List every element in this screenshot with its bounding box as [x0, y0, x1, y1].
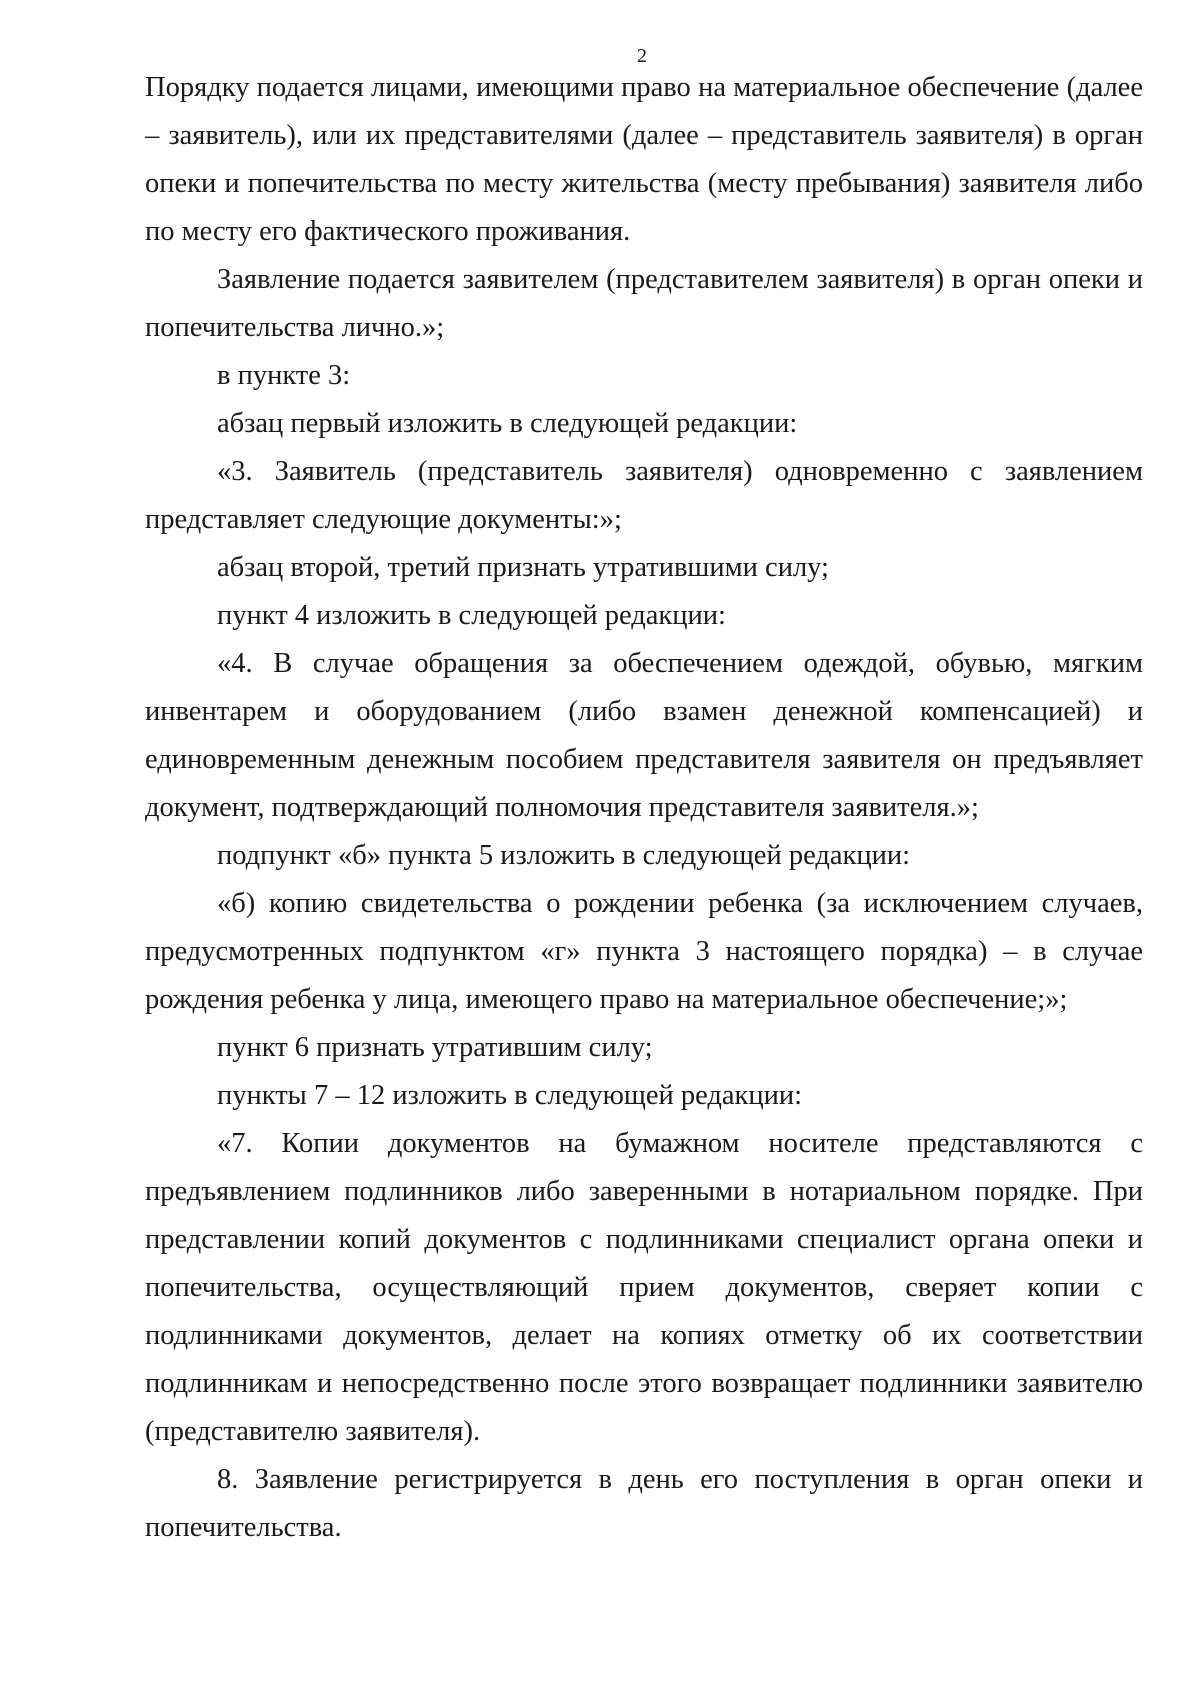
paragraph-abzac-void: абзац второй, третий признать утратившими силу; — [217, 552, 829, 583]
paragraph-point-8-text: 8. Заявление регистрируется в день его поступления в орган опеки и попечительства. — [145, 1464, 1143, 1543]
paragraph-point-6-void: пункт 6 признать утратившим силу; — [217, 1032, 653, 1063]
page-number: 2 — [637, 45, 647, 67]
paragraph-point-4-edit: пункт 4 изложить в следующей редакции: — [217, 600, 726, 631]
document-body — [145, 64, 1143, 1552]
paragraph-subpoint-b-edit: подпункт «б» пункта 5 изложить в следующей редакции: — [217, 840, 911, 871]
paragraph-continuation: Порядку подается лицами, имеющими право на материальное обеспечение (далее – заявитель), или их представителями (далее – представитель заявителя) в орган опеки и попечительства по месту жительства (месту пребывания) заявителя либо по месту его фактического проживания. — [145, 72, 1143, 247]
paragraph-first-abzac-edit: абзац первый изложить в следующей редакции: — [217, 408, 798, 439]
paragraph-point-7-text: «7. Копии документов на бумажном носителе представляются с предъявлением подлинников либо заверенными в нотариальном порядке. При представлении копий документов с подлинниками специалист органа опеки и попечительства, осуществляющий прием документов, сверяет копии с подлинниками документов, делает на копиях отметку об их соответствии подлинникам и непосредственно после этого возвращает подлинники заявителю (представителю заявителя). — [145, 1128, 1143, 1447]
paragraph-points-7-12-edit: пункты 7 – 12 изложить в следующей редакции: — [217, 1080, 803, 1111]
paragraph-in-point-3: в пункте 3: — [217, 360, 351, 391]
paragraph-point-3-text: «3. Заявитель (представитель заявителя) одновременно с заявлением представляет следующие документы:»; — [145, 456, 1143, 535]
paragraph-application-submission: Заявление подается заявителем (представителем заявителя) в орган опеки и попечительства лично.»; — [145, 264, 1143, 343]
paragraph-subpoint-b-text: «б) копию свидетельства о рождении ребенка (за исключением случаев, предусмотренных подпунктом «г» пункта 3 настоящего порядка) – в случае рождения ребенка у лица, имеющего право на материальное обеспечение;»; — [145, 888, 1143, 1015]
paragraph-point-4-text: «4. В случае обращения за обеспечением одеждой, обувью, мягким инвентарем и оборудованием (либо взамен денежной компенсацией) и единовременным денежным пособием представителя заявителя он предъявляет документ, подтверждающий полномочия представителя заявителя.»; — [145, 648, 1143, 823]
